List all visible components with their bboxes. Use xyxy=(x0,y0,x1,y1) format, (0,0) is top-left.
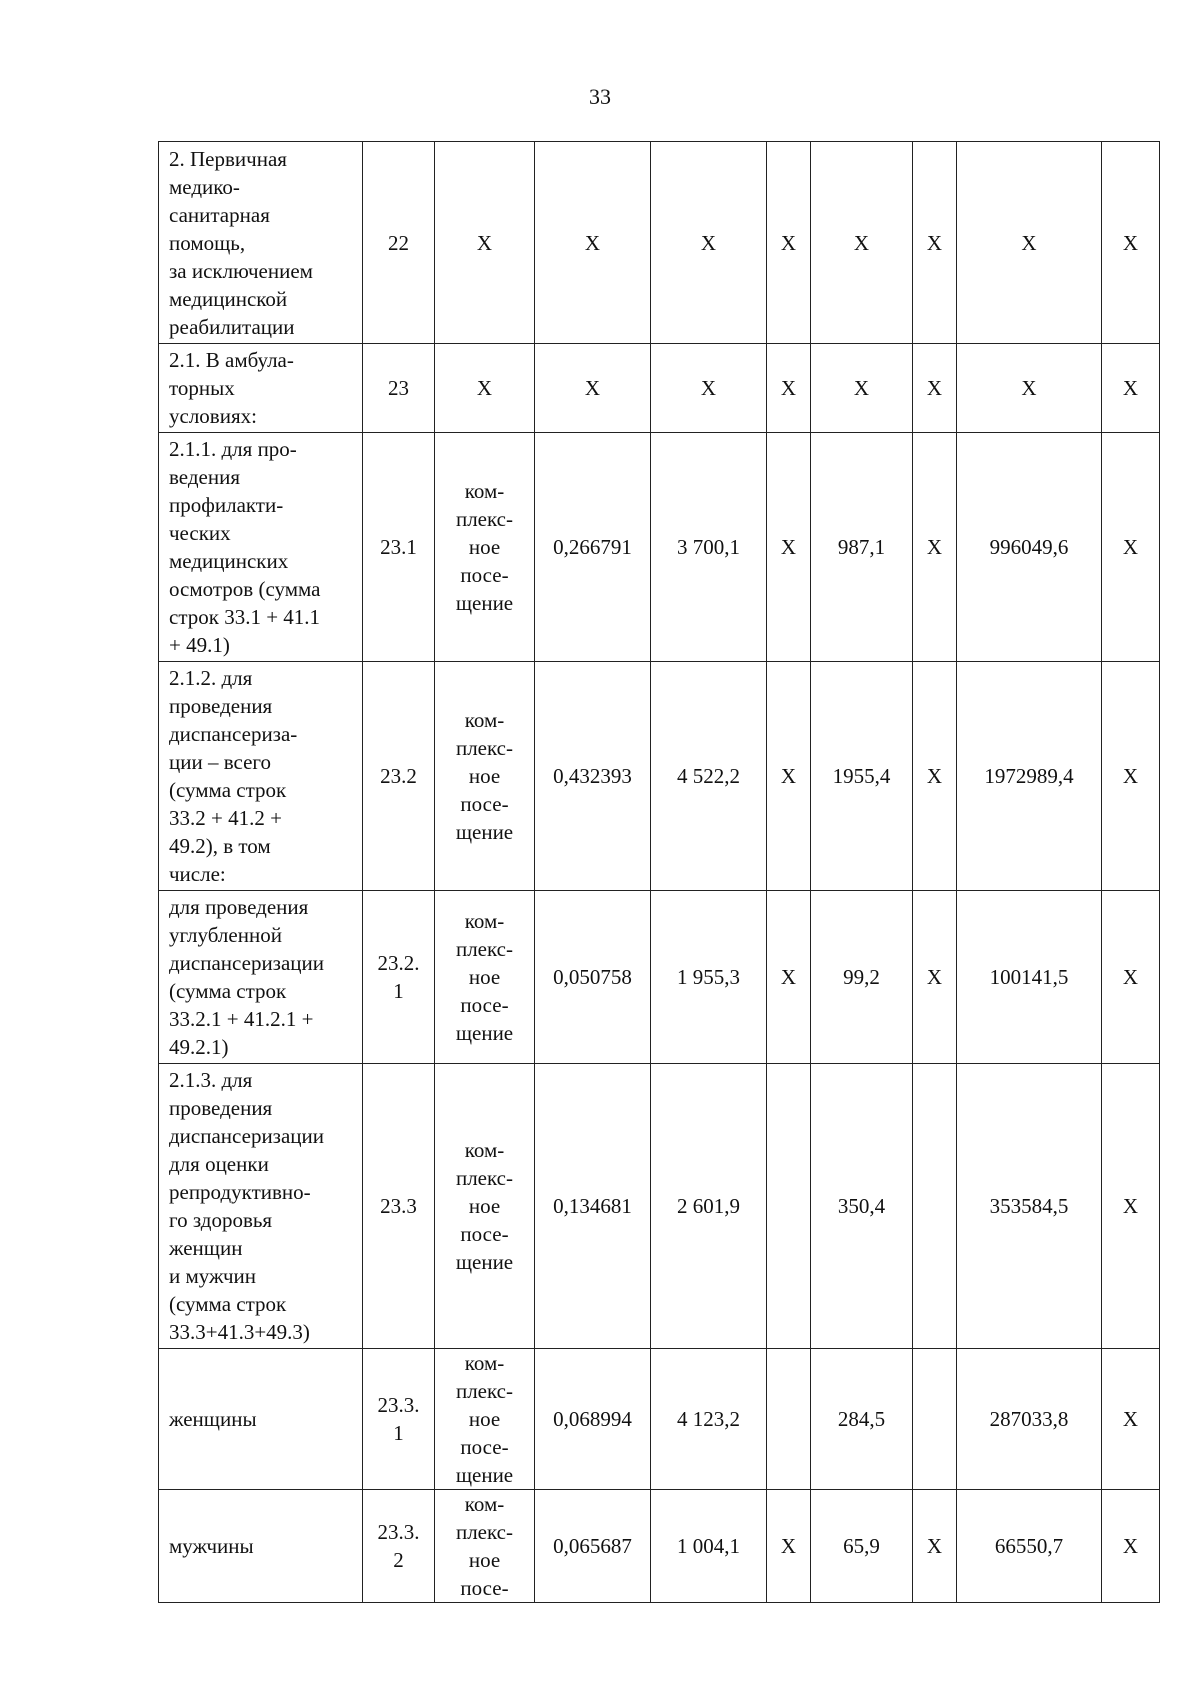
row-name: женщины xyxy=(159,1349,363,1490)
row-code: 23.2. 1 xyxy=(363,891,435,1064)
cell-c5: 4 123,2 xyxy=(651,1349,767,1490)
table-row xyxy=(159,142,1160,344)
cell-c6: Х xyxy=(767,433,811,662)
cell-c10: Х xyxy=(1102,1064,1160,1349)
row-unit: ком- плекс- ное посе- щение xyxy=(435,1349,535,1490)
cell-c4: 0,050758 xyxy=(535,891,651,1064)
row-unit: ком- плекс- ное посе- щение xyxy=(435,662,535,891)
cell-c6: Х xyxy=(767,1490,811,1603)
row-code: 23 xyxy=(363,344,435,433)
row-name: 2.1.3. для проведения диспансеризации для оценки репродуктивно- го здоровья женщин и мужчин (сумма строк 33.3+41.3+49.3) xyxy=(159,1064,363,1349)
cell-c7: Х xyxy=(811,142,913,344)
cell-c5: 2 601,9 xyxy=(651,1064,767,1349)
table-row xyxy=(159,1349,1160,1490)
cell-c9: Х xyxy=(957,142,1102,344)
cell-c8: Х xyxy=(913,142,957,344)
cell-c6: Х xyxy=(767,142,811,344)
cell-c8: Х xyxy=(913,344,957,433)
table-row xyxy=(159,891,1160,1064)
cell-c6 xyxy=(767,1064,811,1349)
cell-c10: Х xyxy=(1102,344,1160,433)
table-row xyxy=(159,1490,1160,1603)
cell-c10: Х xyxy=(1102,1349,1160,1490)
cell-c9: Х xyxy=(957,344,1102,433)
row-name: для проведения углубленной диспансеризации (сумма строк 33.2.1 + 41.2.1 + 49.2.1) xyxy=(159,891,363,1064)
table-row xyxy=(159,433,1160,662)
row-code: 23.1 xyxy=(363,433,435,662)
cell-c9: 66550,7 xyxy=(957,1490,1102,1603)
cell-c8: Х xyxy=(913,433,957,662)
row-unit: Х xyxy=(435,344,535,433)
cell-c5: 1 004,1 xyxy=(651,1490,767,1603)
cell-c7: 1955,4 xyxy=(811,662,913,891)
cell-c8: Х xyxy=(913,891,957,1064)
cell-c10: Х xyxy=(1102,433,1160,662)
cell-c8 xyxy=(913,1064,957,1349)
cell-c7: 65,9 xyxy=(811,1490,913,1603)
cell-c4: 0,068994 xyxy=(535,1349,651,1490)
row-name: 2.1.2. для проведения диспансериза- ции – всего (сумма строк 33.2 + 41.2 + 49.2), в том числе: xyxy=(159,662,363,891)
cell-c6: Х xyxy=(767,891,811,1064)
cell-c7: 99,2 xyxy=(811,891,913,1064)
row-code: 23.3 xyxy=(363,1064,435,1349)
cell-c5: 4 522,2 xyxy=(651,662,767,891)
cell-c5: 1 955,3 xyxy=(651,891,767,1064)
cell-c8: Х xyxy=(913,662,957,891)
table-row xyxy=(159,662,1160,891)
cell-c4: 0,065687 xyxy=(535,1490,651,1603)
cell-c9: 353584,5 xyxy=(957,1064,1102,1349)
row-name: мужчины xyxy=(159,1490,363,1603)
cell-c5: 3 700,1 xyxy=(651,433,767,662)
cell-c5: Х xyxy=(651,142,767,344)
row-unit: ком- плекс- ное посе- щение xyxy=(435,433,535,662)
row-unit: Х xyxy=(435,142,535,344)
row-unit: ком- плекс- ное посе- щение xyxy=(435,891,535,1064)
cell-c4: Х xyxy=(535,142,651,344)
row-unit: ком- плекс- ное посе- щение xyxy=(435,1064,535,1349)
cell-c4: Х xyxy=(535,344,651,433)
row-code: 23.3. 2 xyxy=(363,1490,435,1603)
page-number: 33 xyxy=(589,84,611,109)
cell-c8: Х xyxy=(913,1490,957,1603)
row-code: 23.3. 1 xyxy=(363,1349,435,1490)
cell-c10: Х xyxy=(1102,142,1160,344)
cell-c6 xyxy=(767,1349,811,1490)
cell-c8 xyxy=(913,1349,957,1490)
cell-c9: 1972989,4 xyxy=(957,662,1102,891)
cell-c9: 100141,5 xyxy=(957,891,1102,1064)
cell-c4: 0,134681 xyxy=(535,1064,651,1349)
row-name: 2.1. В амбула- торных условиях: xyxy=(159,344,363,433)
cell-c4: 0,432393 xyxy=(535,662,651,891)
cell-c4: 0,266791 xyxy=(535,433,651,662)
cell-c6: Х xyxy=(767,662,811,891)
table-row xyxy=(159,1064,1160,1349)
cell-c10: Х xyxy=(1102,662,1160,891)
cell-c9: 287033,8 xyxy=(957,1349,1102,1490)
cell-c7: 350,4 xyxy=(811,1064,913,1349)
cell-c6: Х xyxy=(767,344,811,433)
cell-c10: Х xyxy=(1102,1490,1160,1603)
row-name: 2. Первичная медико- санитарная помощь, за исключением медицинской реабилитации xyxy=(159,142,363,344)
cell-c7: 284,5 xyxy=(811,1349,913,1490)
row-unit: ком- плекс- ное посе- xyxy=(435,1490,535,1603)
data-table xyxy=(158,141,1160,1603)
cell-c10: Х xyxy=(1102,891,1160,1064)
cell-c7: Х xyxy=(811,344,913,433)
row-name: 2.1.1. для про- ведения профилакти- ческих медицинских осмотров (сумма строк 33.1 + 41.1 + 49.1) xyxy=(159,433,363,662)
row-code: 22 xyxy=(363,142,435,344)
cell-c5: Х xyxy=(651,344,767,433)
cell-c7: 987,1 xyxy=(811,433,913,662)
row-code: 23.2 xyxy=(363,662,435,891)
cell-c9: 996049,6 xyxy=(957,433,1102,662)
table-row xyxy=(159,344,1160,433)
